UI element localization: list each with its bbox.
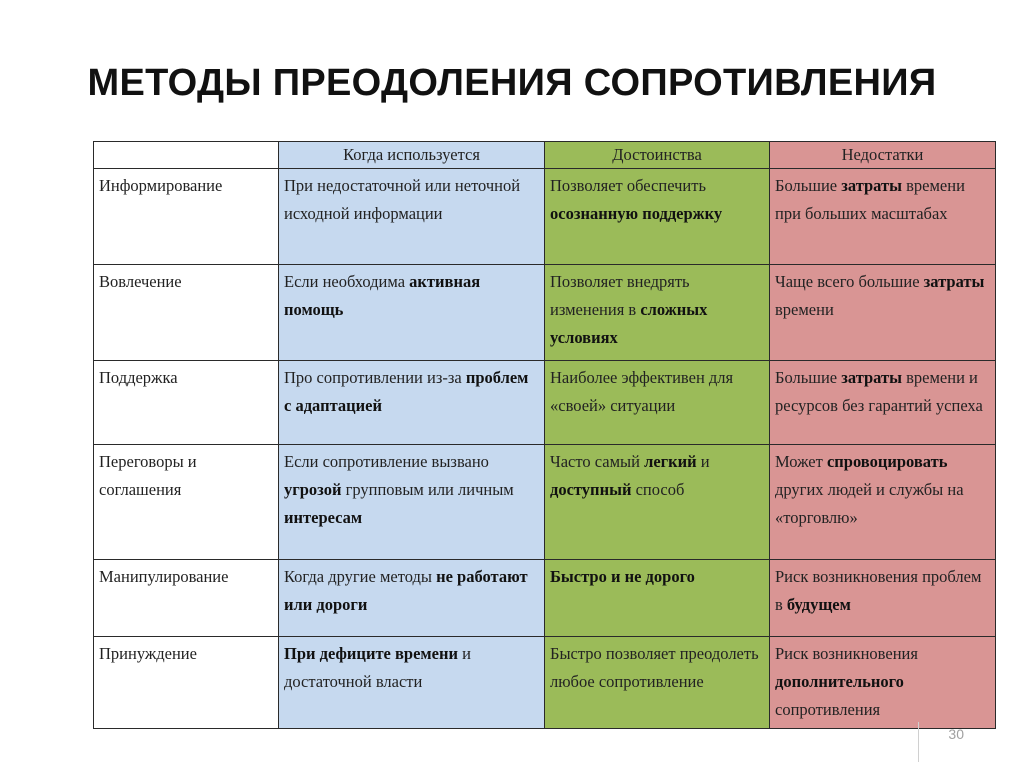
when-used-cell <box>279 445 545 560</box>
cell-text: групповым или личным <box>341 480 514 499</box>
cell-text: Про сопротивлении из-за <box>284 368 466 387</box>
emphasis-text: легкий <box>644 452 697 471</box>
page-number-divider <box>918 722 919 762</box>
header-cell-advantages: Достоинства <box>545 142 770 169</box>
emphasis-text: сложных условиях <box>550 300 708 347</box>
emphasis-text: Быстро и не дорого <box>550 567 695 586</box>
cell-text: Когда другие методы <box>284 567 437 586</box>
advantages-cell <box>545 265 770 361</box>
cell-text: Часто самый <box>550 452 645 471</box>
disadvantages-cell <box>770 169 996 265</box>
when-used-cell <box>279 637 545 729</box>
advantages-cell <box>545 637 770 729</box>
emphasis-text: угрозой <box>284 480 342 499</box>
cell-text: Может <box>775 452 827 471</box>
cell-text: времени при больших масштабах <box>775 176 965 223</box>
method-cell: Поддержка <box>94 361 279 445</box>
emphasis-text: затраты <box>841 176 902 195</box>
method-cell: Информирование <box>94 169 279 265</box>
method-cell: Вовлечение <box>94 265 279 361</box>
cell-text: Большие <box>775 176 842 195</box>
emphasis-text: интересам <box>284 508 363 527</box>
cell-text: Если сопротивление вызвано <box>284 452 489 471</box>
emphasis-text: дополнительного <box>775 672 904 691</box>
advantages-cell <box>545 361 770 445</box>
emphasis-text: будущем <box>786 595 851 614</box>
cell-text: Большие <box>775 368 842 387</box>
emphasis-text: доступный <box>550 480 632 499</box>
disadvantages-cell <box>770 560 996 637</box>
cell-text: способ <box>631 480 685 499</box>
table-header-row <box>94 142 996 169</box>
advantages-cell <box>545 560 770 637</box>
method-cell: Переговоры и соглашения <box>94 445 279 560</box>
table-row <box>94 560 996 637</box>
emphasis-text: При дефиците времени <box>284 644 458 663</box>
emphasis-text: осознанную поддержку <box>550 204 723 223</box>
emphasis-text: проблем с адаптацией <box>284 368 529 415</box>
emphasis-text: не работают или дороги <box>284 567 528 614</box>
cell-text: Быстро позволяет преодолеть любое сопротивление <box>550 644 759 691</box>
disadvantages-cell <box>770 445 996 560</box>
advantages-cell <box>545 169 770 265</box>
methods-table <box>93 141 996 729</box>
header-cell-method <box>94 142 279 169</box>
cell-text: Наиболее эффективен для «своей» ситуации <box>550 368 734 415</box>
when-used-cell <box>279 361 545 445</box>
table-row <box>94 169 996 265</box>
emphasis-text: затраты <box>923 272 985 291</box>
when-used-cell <box>279 169 545 265</box>
cell-text: и достаточной власти <box>284 644 471 691</box>
cell-text: Позволяет обеспечить <box>550 176 706 195</box>
cell-text: Позволяет внедрять изменения в <box>550 272 690 319</box>
when-used-cell <box>279 265 545 361</box>
table-row <box>94 637 996 729</box>
disadvantages-cell <box>770 361 996 445</box>
when-used-cell <box>279 560 545 637</box>
cell-text: Если необходима <box>284 272 410 291</box>
disadvantages-cell <box>770 265 996 361</box>
header-cell-disadvantages: Недостатки <box>770 142 996 169</box>
method-cell: Манипулирование <box>94 560 279 637</box>
page-number: 30 <box>948 726 964 742</box>
advantages-cell <box>545 445 770 560</box>
cell-text: сопротивления <box>775 700 881 719</box>
cell-text: и <box>696 452 710 471</box>
disadvantages-cell <box>770 637 996 729</box>
table-row <box>94 265 996 361</box>
cell-text: других людей и службы на «торговлю» <box>775 480 964 527</box>
method-cell: Принуждение <box>94 637 279 729</box>
cell-text: Чаще всего большие <box>775 272 924 291</box>
cell-text: При недостаточной или неточной исходной информации <box>284 176 521 223</box>
emphasis-text: активная помощь <box>284 272 481 319</box>
methods-table-body <box>94 142 996 729</box>
table-row <box>94 361 996 445</box>
page-title: МЕТОДЫ ПРЕОДОЛЕНИЯ СОПРОТИВЛЕНИЯ <box>87 62 937 104</box>
cell-text: времени <box>775 300 834 319</box>
cell-text: Риск возникновения проблем в <box>775 567 982 614</box>
emphasis-text: спровоцировать <box>826 452 948 471</box>
cell-text: Риск возникновения <box>775 644 918 663</box>
table-row <box>94 445 996 560</box>
emphasis-text: затраты <box>841 368 902 387</box>
header-cell-when: Когда используется <box>279 142 545 169</box>
cell-text: времени и ресурсов без гарантий успеха <box>775 368 983 415</box>
